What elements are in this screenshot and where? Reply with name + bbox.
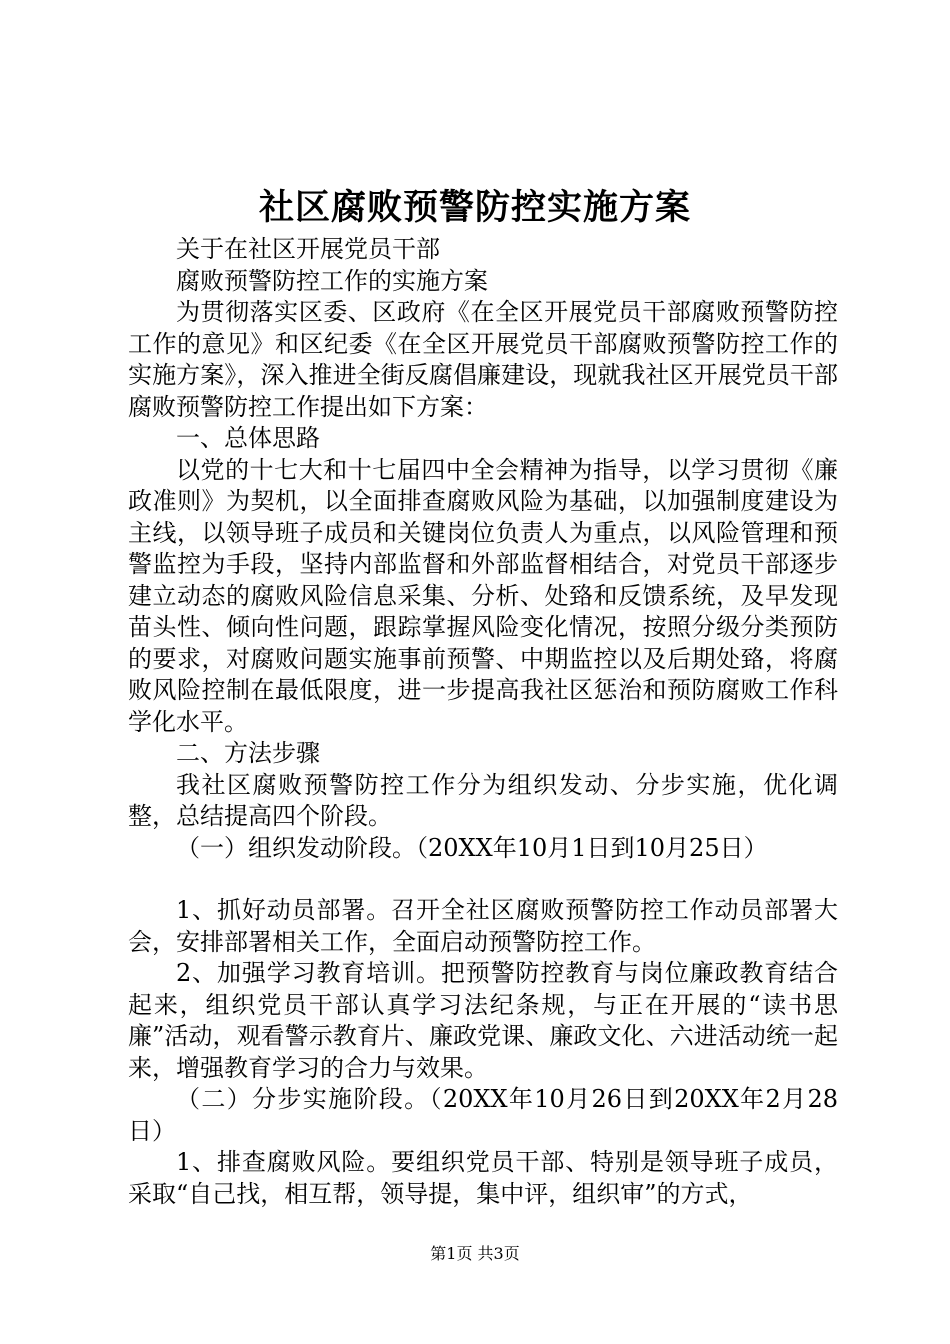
body-paragraph: 1、抓好动员部署。召开全社区腐败预警防控工作动员部署大会，安排部署相关工作，全面启动预警防控工作。 [128, 896, 838, 956]
body-paragraph: 1、排查腐败风险。要组织党员干部、特别是领导班子成员，采取“自己找，相互帮，领导提，集中评，组织审”的方式， [128, 1148, 838, 1208]
subtitle-line-1: 关于在社区开展党员干部 [176, 235, 440, 263]
stage-heading-2: （二）分步实施阶段。（20XX年10月26日到20XX年2月28日） [128, 1085, 838, 1145]
stage-heading-1: （一）组织发动阶段。（20XX年10月1日到10月25日） [176, 833, 768, 862]
section-heading-2: 二、方法步骤 [176, 739, 320, 767]
document-body [128, 234, 838, 1210]
intro-paragraph: 为贯彻落实区委、区政府《在全区开展党员干部腐败预警防控工作的意见》和区纪委《在全区开展党员干部腐败预警防控工作的实施方案》，深入推进全街反腐倡廉建设，现就我社区开展党员干部腐败预警防控工作提出如下方案： [128, 298, 838, 421]
body-paragraph: 2、加强学习教育培训。把预警防控教育与岗位廉政教育结合起来，组织党员干部认真学习法纪条规，与正在开展的“读书思廉”活动，观看警示教育片、廉政党课、廉政文化、六进活动统一起来，增强教育学习的合力与效果。 [128, 959, 838, 1082]
body-paragraph: 我社区腐败预警防控工作分为组织发动、分步实施，优化调整，总结提高四个阶段。 [128, 770, 838, 830]
subtitle-line-2: 腐败预警防控工作的实施方案 [176, 266, 488, 295]
page-number-footer: 第1页 共3页 [430, 1244, 520, 1263]
body-paragraph: 以党的十七大和十七届四中全会精神为指导，以学习贯彻《廉政准则》为契机，以全面排查腐败风险为基础，以加强制度建设为主线，以领导班子成员和关键岗位负责人为重点，以风险管理和预警监控为手段，坚持内部监督和外部监督相结合，对党员干部逐步建立动态的腐败风险信息采集、分析、处臵和反馈系统，及早发现苗头性、倾向性问题，跟踪掌握风险变化情况，按照分级分类预防的要求，对腐败问题实施事前预警、中期监控以及后期处臵，将腐败风险控制在最低限度，进一步提高我社区惩治和预防腐败工作科学化水平。 [128, 455, 838, 736]
document-title: 社区腐败预警防控实施方案 [258, 187, 691, 228]
section-heading-1: 一、总体思路 [176, 424, 320, 452]
